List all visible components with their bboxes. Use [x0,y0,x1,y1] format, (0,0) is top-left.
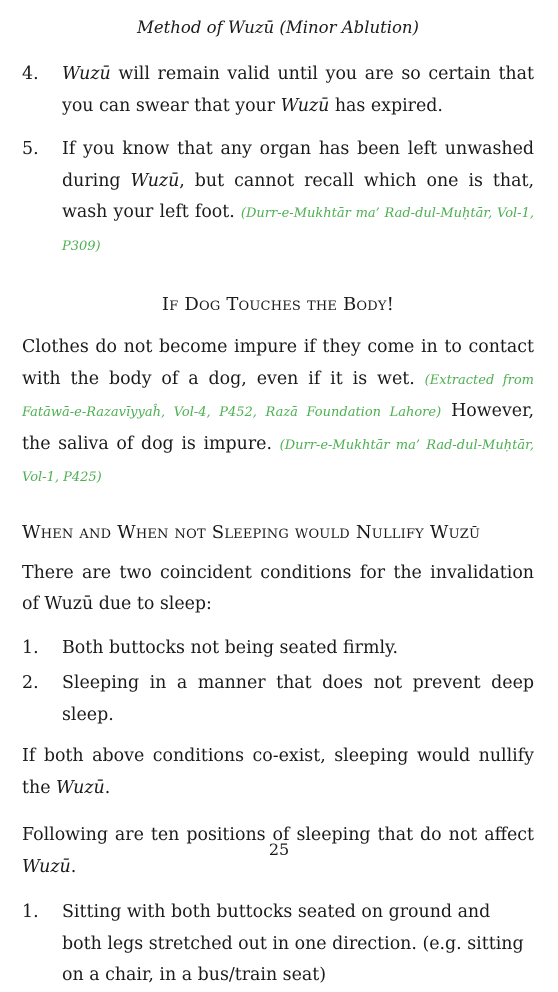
reference: (Extracted from Fatāwā-e-Razavīyyaĥ, Vol-4, P452, Razā Foundation Lahore) [22,372,534,420]
list-text: Sitting with both buttocks seated on ground and both legs stretched out in one direction. (e.g. sitting on a chair, in a bus/train seat) [62,902,524,985]
list-text: Sleeping in a manner that does not prevent deep sleep. [62,673,534,725]
paragraph: Following are ten positions of sleeping that do not affect Wuzū. [22,825,534,877]
list-text: Both buttocks not being seated firmly. [62,637,399,658]
list-text: If you know that any organ has been left unwashed during Wuzū, but cannot recall which one is that, wash your left foot. (Durr-e-Mukhtār ma’ Rad-dul-Muḥtār, Vol-1, P309) [62,139,534,254]
section-heading: If Dog Touches the Body! [161,294,395,315]
list-item [22,897,534,992]
list-number: 5. [22,139,39,159]
page-number: 25 [268,840,290,859]
list-number: 1. [22,637,39,658]
list-item [22,668,534,731]
list-item-5 [22,134,534,262]
paragraph: If both above conditions co-exist, sleeping would nullify the Wuzū. [22,746,534,798]
list-item [22,633,534,665]
list-item-4 [22,59,534,122]
list-number: 1. [22,902,39,922]
list-text: Wuzū will remain valid until you are so certain that you can swear that your Wuzū has expired. [62,64,534,116]
paragraph: There are two coincident conditions for the invalidation of Wuzū due to sleep: [22,562,534,614]
section-heading: When and When not Sleeping would Nullify Wuzū [22,521,481,543]
reference: (Durr-e-Mukhtār ma’ Rad-dul-Muḥtār, Vol-1, P309) [62,206,534,254]
reference: (Durr-e-Mukhtār ma’ Rad-dul-Muḥtār, Vol-1, P425) [22,437,534,485]
list-number: 2. [22,673,39,693]
paragraph: Clothes do not become impure if they come in to contact with the body of a dog, even if it is wet. (Extracted from Fatāwā-e-Razavīyyaĥ, Vol-4, P452, Razā Foundation Lahore) However, the saliva of dog is impure. (Durr-e-Mukhtār ma’ Rad-dul-Muḥtār, Vol-1, P425) [22,337,534,485]
list-number: 4. [22,64,39,84]
running-header: Method of Wuzū (Minor Ablution) [136,18,419,37]
